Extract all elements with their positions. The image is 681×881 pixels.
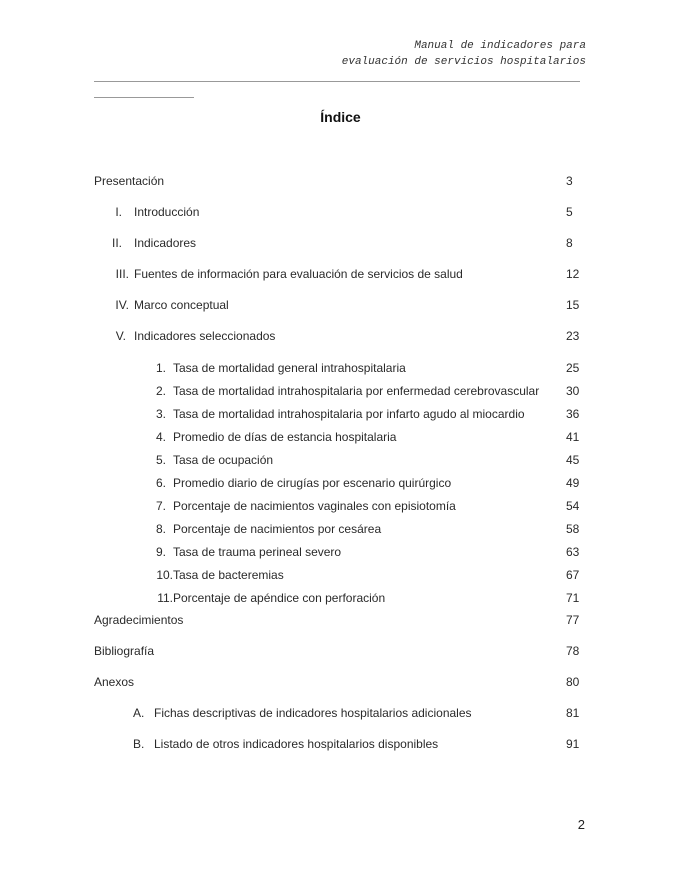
toc-entry-indicator[interactable] — [0, 428, 681, 446]
toc-entry-label: Indicadores seleccionados — [134, 329, 276, 343]
toc-entry-number: I. — [115, 205, 122, 219]
toc-entry-number: 1. — [155, 361, 166, 375]
toc-entry-page: 36 — [566, 407, 580, 421]
toc-entry-label: Tasa de bacteremias — [173, 568, 284, 582]
toc-entry-section[interactable] — [0, 296, 681, 314]
toc-entry-label: Tasa de trauma perineal severo — [173, 545, 342, 559]
toc-entry-indicator[interactable] — [0, 359, 681, 377]
toc-entry-label: Tasa de ocupación — [173, 453, 274, 467]
toc-entry-label: Promedio de días de estancia hospitalaria — [173, 430, 397, 444]
toc-entry-indicator[interactable] — [0, 520, 681, 538]
toc-entry-number: 6. — [155, 476, 166, 490]
toc-entry-section[interactable] — [0, 327, 681, 345]
toc-entry-annex[interactable] — [0, 735, 681, 753]
toc-entry-page: 25 — [566, 361, 580, 375]
toc-entry-section[interactable] — [0, 265, 681, 283]
toc-entry-page: 80 — [566, 675, 580, 689]
toc-entry-number: 3. — [155, 407, 166, 421]
toc-entry-section[interactable] — [0, 234, 681, 252]
toc-entry-page: 30 — [566, 384, 580, 398]
toc-entry-number: 4. — [155, 430, 166, 444]
toc-entry-number: II. — [111, 236, 122, 250]
toc-entry-page: 3 — [566, 174, 573, 188]
toc-entry-number: B. — [133, 737, 145, 751]
toc-entry-page: 45 — [566, 453, 580, 467]
toc-entry-page: 15 — [566, 298, 580, 312]
toc-entry-number: V. — [115, 329, 126, 343]
toc-entry-page: 8 — [566, 236, 573, 250]
toc-entry-section[interactable] — [0, 203, 681, 221]
toc-entry-annex[interactable] — [0, 704, 681, 722]
header-short-rule — [94, 97, 194, 98]
header-rule — [94, 81, 580, 82]
page-title: Índice — [320, 109, 361, 125]
toc-entry-label: Tasa de mortalidad intrahospitalaria por infarto agudo al miocardio — [173, 407, 525, 421]
toc-entry-page: 12 — [566, 267, 580, 281]
toc-entry-anexos[interactable] — [0, 673, 681, 691]
running-header — [342, 38, 586, 70]
toc-entry-page: 71 — [566, 591, 580, 605]
toc-entry-label: Listado de otros indicadores hospitalarios disponibles — [154, 737, 439, 751]
toc-entry-indicator[interactable] — [0, 451, 681, 469]
toc-entry-label: Fuentes de información para evaluación de servicios de salud — [134, 267, 463, 281]
toc-entry-label: Agradecimientos — [94, 613, 184, 627]
toc-entry-number: 10. — [156, 568, 173, 582]
toc-entry-agradecimientos[interactable] — [0, 611, 681, 629]
toc-entry-label: Presentación — [94, 174, 165, 188]
toc-entry-page: 78 — [566, 644, 580, 658]
toc-entry-indicator[interactable] — [0, 474, 681, 492]
toc-entry-presentacion[interactable] — [0, 172, 681, 190]
toc-entry-page: 54 — [566, 499, 580, 513]
toc-entry-page: 91 — [566, 737, 580, 751]
toc-entry-number: 8. — [155, 522, 166, 536]
toc-entry-page: 77 — [566, 613, 580, 627]
toc-entry-label: Fichas descriptivas de indicadores hospitalarios adicionales — [154, 706, 472, 720]
toc-entry-bibliografia[interactable] — [0, 642, 681, 660]
header-line-1: Manual de indicadores para — [414, 40, 586, 52]
toc-entry-page: 63 — [566, 545, 580, 559]
toc-entry-number: 9. — [155, 545, 166, 559]
page-number: 2 — [577, 817, 585, 832]
header-line-2: evaluación de servicios hospitalarios — [341, 56, 586, 68]
toc-entry-indicator[interactable] — [0, 382, 681, 400]
toc-entry-label: Bibliografía — [94, 644, 155, 658]
toc-entry-indicator[interactable] — [0, 566, 681, 584]
toc-entry-indicator[interactable] — [0, 497, 681, 515]
toc-entry-label: Anexos — [94, 675, 135, 689]
toc-entry-indicator[interactable] — [0, 405, 681, 423]
toc-entry-label: Marco conceptual — [134, 298, 229, 312]
toc-entry-number: 7. — [155, 499, 166, 513]
toc-entry-page: 41 — [566, 430, 580, 444]
toc-entry-number: 2. — [155, 384, 166, 398]
toc-entry-label: Indicadores — [134, 236, 197, 250]
toc-entry-page: 23 — [566, 329, 580, 343]
toc-entry-indicator[interactable] — [0, 589, 681, 607]
toc-entry-page: 81 — [566, 706, 580, 720]
toc-entry-label: Promedio diario de cirugías por escenario quirúrgico — [173, 476, 452, 490]
toc-entry-number: IV. — [115, 298, 129, 312]
toc-entry-label: Tasa de mortalidad intrahospitalaria por enfermedad cerebrovascular — [173, 384, 540, 398]
toc-entry-label: Porcentaje de nacimientos vaginales con episiotomía — [173, 499, 456, 513]
toc-entry-number: III. — [115, 267, 129, 281]
toc-entry-page: 58 — [566, 522, 580, 536]
toc-entry-page: 67 — [566, 568, 580, 582]
toc-entry-page: 5 — [566, 205, 573, 219]
toc-entry-page: 49 — [566, 476, 580, 490]
toc-entry-number: 11. — [157, 591, 173, 605]
toc-entry-label: Porcentaje de nacimientos por cesárea — [173, 522, 382, 536]
toc-entry-label: Porcentaje de apéndice con perforación — [173, 591, 386, 605]
toc-entry-label: Introducción — [134, 205, 200, 219]
toc-entry-label: Tasa de mortalidad general intrahospitalaria — [173, 361, 406, 375]
toc-entry-number: 5. — [155, 453, 166, 467]
toc-entry-number: A. — [133, 706, 145, 720]
toc-entry-indicator[interactable] — [0, 543, 681, 561]
